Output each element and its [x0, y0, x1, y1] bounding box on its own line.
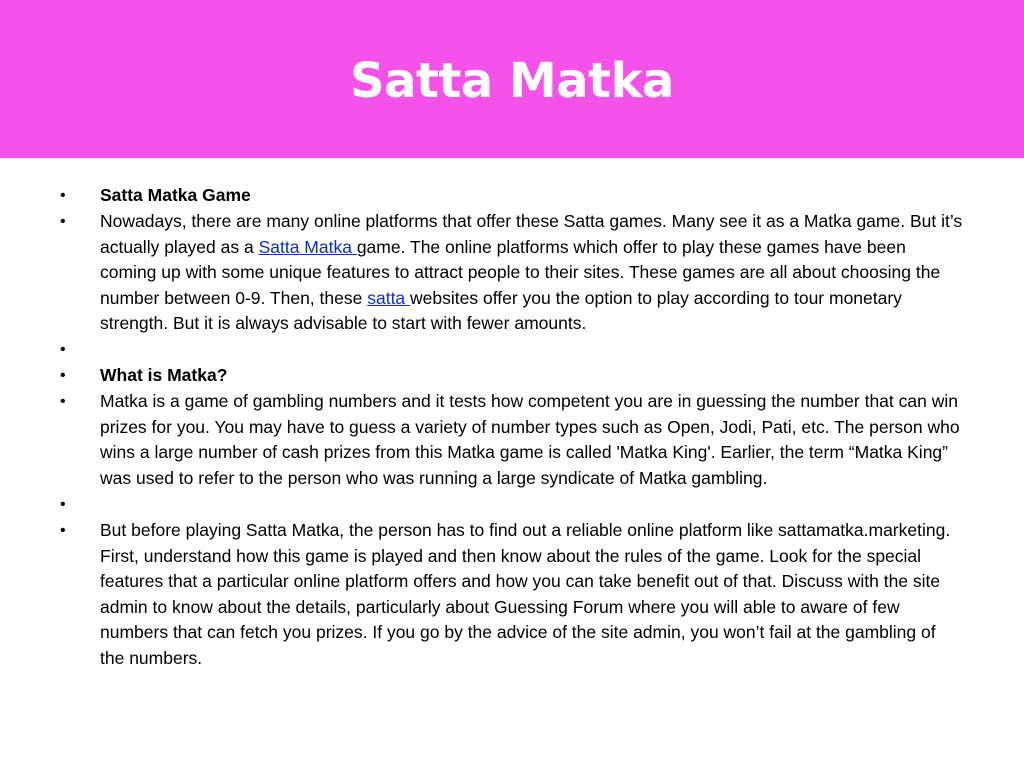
list-item-advice	[0, 518, 1024, 671]
bullet-icon: •	[60, 187, 66, 204]
list-item-matka-description	[0, 389, 1024, 491]
heading-what-is-matka: What is Matka?	[100, 365, 228, 386]
satta-matka-link[interactable]: Satta Matka	[258, 236, 357, 257]
bullet-icon: •	[60, 393, 66, 411]
bullet-icon: •	[60, 341, 66, 359]
page-title: Satta Matka	[350, 53, 674, 109]
list-item-heading-game	[0, 183, 1024, 209]
satta-link[interactable]: satta	[367, 287, 411, 308]
bullet-icon: •	[60, 367, 66, 385]
bullet-icon: •	[60, 495, 66, 513]
text-segment: game. The online platforms which offer to play these games have been coming up with some unique features to attract people to their sites. These games are all about choosing the number between 0-9. Then, these	[100, 236, 941, 308]
list-item-intro	[0, 209, 1024, 337]
text-segment: websites offer you the option to play according to tour monetary strength. But it is always advisable to start with fewer amounts.	[100, 287, 902, 334]
paragraph-advice: But before playing Satta Matka, the person has to find out a reliable online platform like sattamatka.marketing. First, understand how this game is played and then know about the rules of the game. Look for the special features that a particular online platform offers and how you can take benefit out of that. Discuss with the site admin to know about the details, particularly about Guessing Forum where you will able to aware of few numbers that can fetch you prizes. If you go by the advice of the site admin, you won’t fail at the gambling of the numbers.	[100, 520, 951, 668]
paragraph-matka-description: Matka is a game of gambling numbers and it tests how competent you are in guessing the number that can win prizes for you. You may have to guess a variety of number types such as Open, Jodi, Pati, etc. The person who wins a large number of cash prizes from this Matka game is called 'Matka King'. Earlier, the term “Matka King” was used to refer to the person who was running a large syndicate of Matka gambling.	[100, 391, 960, 488]
bullet-icon: •	[60, 213, 66, 231]
list-item-empty	[0, 492, 1024, 518]
paragraph-intro	[100, 211, 962, 333]
list-item-empty	[0, 337, 1024, 363]
list-item-heading-what-is-matka	[0, 363, 1024, 389]
bullet-list	[0, 183, 1024, 672]
heading-satta-matka-game: Satta Matka Game	[100, 185, 251, 205]
text-segment: Nowadays, there are many online platforms that offer these Satta games. Many see it as a Matka game. But it’s actually played as a	[100, 211, 963, 257]
bullet-icon: •	[60, 522, 66, 540]
